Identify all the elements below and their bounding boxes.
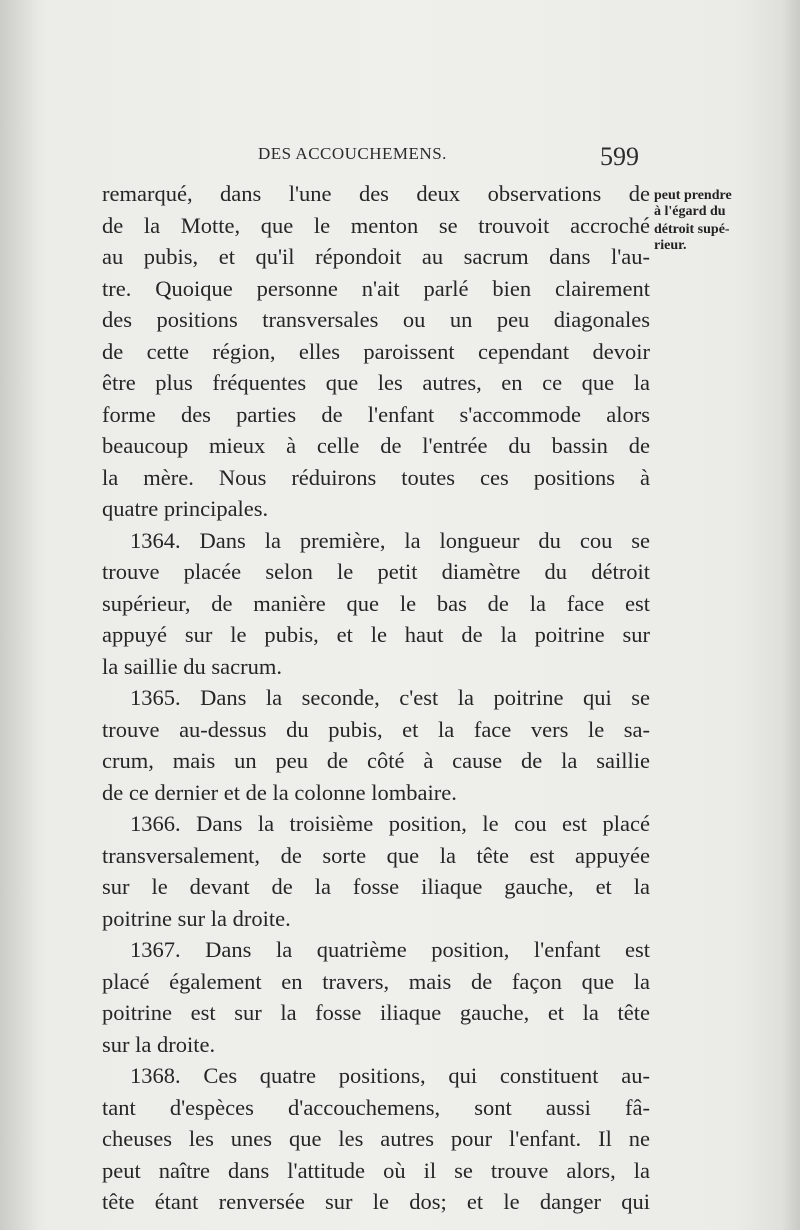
body-text xyxy=(102,178,650,1218)
page-gutter-shadow xyxy=(0,0,40,1230)
page-number: 599 xyxy=(600,142,639,171)
text-line: beaucoup mieux à celle de l'entrée du bassin de xyxy=(102,433,650,458)
text-line: au pubis, et qu'il répondoit au sacrum dans l'au- xyxy=(102,244,650,269)
text-line: sur le devant de la fosse iliaque gauche, et la xyxy=(102,874,650,899)
margin-note-line: rieur. xyxy=(654,238,687,253)
text-line: supérieur, de manière que le bas de la face est xyxy=(102,590,650,616)
text-line: de cette région, elles paroissent cependant devoir xyxy=(102,338,650,364)
text-line: de la Motte, que le menton se trouvoit accroché xyxy=(102,212,650,238)
margin-note xyxy=(654,188,794,254)
text-line: crum, mais un peu de côté à cause de la saillie xyxy=(102,748,650,773)
margin-note-line: détroit supé- xyxy=(654,222,730,237)
margin-note-line: peut prendre xyxy=(654,188,732,203)
text-line: trouve au-dessus du pubis, et la face vers le sa- xyxy=(102,716,650,742)
text-line: quatre principales. xyxy=(102,496,269,521)
text-line: placé également en travers, mais de façon que la xyxy=(102,968,650,994)
text-line: cheuses les unes que les autres pour l'enfant. Il ne xyxy=(102,1126,650,1151)
text-line: tre. Quoique personne n'ait parlé bien clairement xyxy=(102,275,650,301)
text-line: la saillie du sacrum. xyxy=(102,653,282,679)
text-line: être plus fréquentes que les autres, en ce que la xyxy=(102,370,650,395)
paragraph-1366-line: 1366. Dans la troisième position, le cou est placé xyxy=(130,811,650,836)
paragraph-1367-line: 1367. Dans la quatrième position, l'enfant est xyxy=(130,937,650,962)
text-line: la mère. Nous réduirons toutes ces positions à xyxy=(102,464,650,490)
text-line: trouve placée selon le petit diamètre du détroit xyxy=(102,559,650,584)
text-line: de ce dernier et de la colonne lombaire. xyxy=(102,779,457,805)
running-head: DES ACCOUCHEMENS. xyxy=(258,144,447,163)
paragraph-1365-line: 1365. Dans la seconde, c'est la poitrine qui se xyxy=(130,685,650,710)
text-line: tête étant renversée sur le dos; et le danger qui xyxy=(102,1189,650,1214)
paragraph-1364-line: 1364. Dans la première, la longueur du cou se xyxy=(130,527,650,553)
page-edge-shadow xyxy=(782,0,800,1230)
text-line: tant d'espèces d'accouchemens, sont aussi fâ- xyxy=(102,1094,650,1120)
text-line: transversalement, de sorte que la tête est appuyée xyxy=(102,842,650,868)
text-line: forme des parties de l'enfant s'accommode alors xyxy=(102,401,650,427)
text-line: peut naître dans l'attitude où il se trouve alors, la xyxy=(102,1157,650,1183)
paragraph-1368-line: 1368. Ces quatre positions, qui constituent au- xyxy=(130,1063,650,1088)
margin-note-line: à l'égard du xyxy=(654,204,726,219)
text-line: poitrine est sur la fosse iliaque gauche, et la tête xyxy=(102,1000,650,1025)
text-line: appuyé sur le pubis, et le haut de la poitrine sur xyxy=(102,622,650,647)
text-line: remarqué, dans l'une des deux observations de xyxy=(102,181,650,206)
text-line: des positions transversales ou un peu diagonales xyxy=(102,307,650,332)
text-line: sur la droite. xyxy=(102,1031,216,1057)
text-line: poitrine sur la droite. xyxy=(102,905,291,931)
